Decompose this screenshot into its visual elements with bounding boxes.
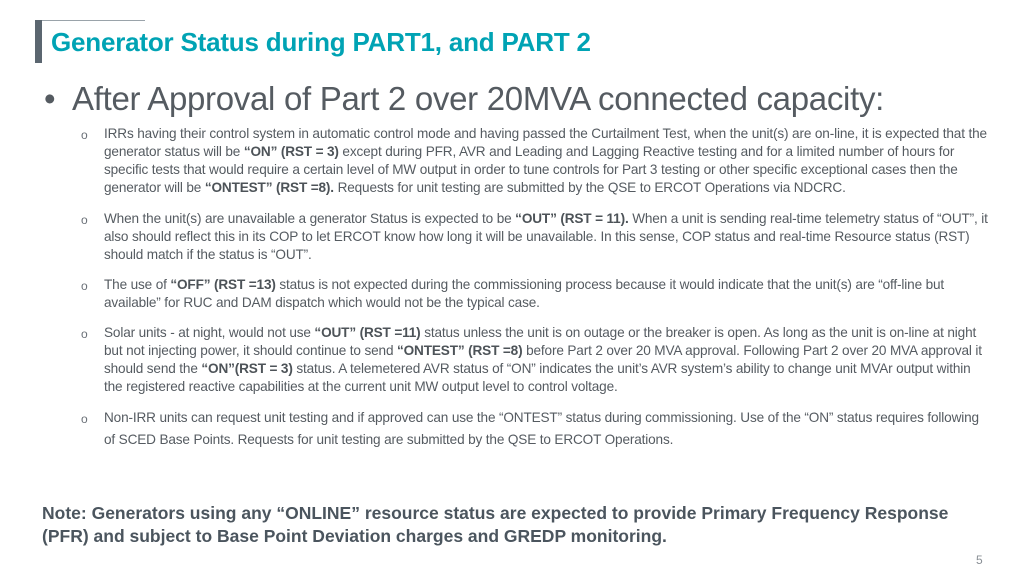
status-emphasis: “ONTEST” (RST =8). — [204, 180, 334, 195]
text: Requests for unit testing are submitted by the QSE to ERCOT Operations via NDCRC. — [333, 180, 846, 195]
main-bullet — [44, 80, 884, 118]
status-emphasis: “OFF” (RST =13) — [170, 277, 276, 292]
text: IRRs having their control system in automatic control mode and having passed the Curtailment Test, when the unit(s) are on-line, it is expected that the generator status will be — [104, 126, 987, 159]
text: Non-IRR units can request unit testing and if approved can use the “ONTEST” status during commissioning. Use of the “ON” status requires following of SCED Base Points. Requests for unit testing are submitted by the QSE to ERCOT Operations. — [104, 410, 979, 447]
sub-bullet-list — [80, 125, 990, 451]
sub-bullet — [80, 125, 990, 197]
main-bullet-text: After Approval of Part 2 over 20MVA connected capacity: — [72, 80, 885, 117]
text: except during PFR, AVR and Leading and Lagging Reactive testing and for a limited number of hours for specific tests that would require a certain level of MW output in order to tune controls for Part 3 testing or other specific exceptional cases then the generator will be — [104, 144, 958, 195]
sub-bullet — [80, 407, 990, 451]
title-top-rule — [42, 20, 145, 21]
status-emphasis: “OUT” (RST = 11). — [515, 211, 629, 226]
text: status is not expected during the commissioning process because it would indicate that the unit(s) are “off-line but available” for RUC and DAM dispatch which would not be the typical case. — [104, 277, 945, 310]
status-emphasis: “ONTEST” (RST =8) — [396, 343, 523, 358]
text: before Part 2 over 20 MVA approval. Following Part 2 over 20 MVA approval it should send the — [104, 343, 982, 376]
bullet-circle-icon: o — [81, 327, 88, 341]
bullet-circle-icon: o — [81, 279, 88, 293]
title-accent-bar — [35, 20, 42, 63]
sub-bullet — [80, 276, 990, 312]
sub-bullet — [80, 210, 990, 264]
slide-title: Generator Status during PART1, and PART 2 — [51, 27, 591, 57]
text: When a unit is sending real-time telemetry status of “OUT”, it also should reflect this in its COP to let ERCOT know how long it will be unavailable. In this sense, COP status and real-time Resource status (RST) should match if the status is “OUT”. — [104, 211, 988, 262]
note-text: Note: Generators using any “ONLINE” resource status are expected to provide Primary Frequency Response (PFR) and subject to Base Point Deviation charges and GREDP monitoring. — [42, 503, 949, 546]
page-number: 5 — [976, 553, 983, 567]
text: status. A telemetered AVR status of “ON” indicates the unit’s AVR system’s ability to change unit MVAr output within the registered reactive capabilities at the current unit MW output level to control voltage. — [104, 361, 971, 394]
sub-bullet — [80, 324, 990, 396]
status-emphasis: “ON”(RST = 3) — [201, 361, 293, 376]
bullet-circle-icon: o — [81, 128, 88, 142]
bullet-circle-icon: o — [81, 213, 88, 227]
text: Solar units - at night, would not use — [104, 325, 315, 340]
text: status unless the unit is on outage or the breaker is open. As long as the unit is on-line at night but not injecting power, it should continue to send — [104, 325, 977, 358]
status-emphasis: “ON” (RST = 3) — [243, 144, 339, 159]
text: When the unit(s) are unavailable a generator Status is expected to be — [104, 211, 516, 226]
bullet-dot-icon: • — [44, 80, 56, 117]
bullet-circle-icon: o — [81, 412, 88, 426]
status-emphasis: “OUT” (RST =11) — [314, 325, 421, 340]
text: The use of — [104, 277, 171, 292]
